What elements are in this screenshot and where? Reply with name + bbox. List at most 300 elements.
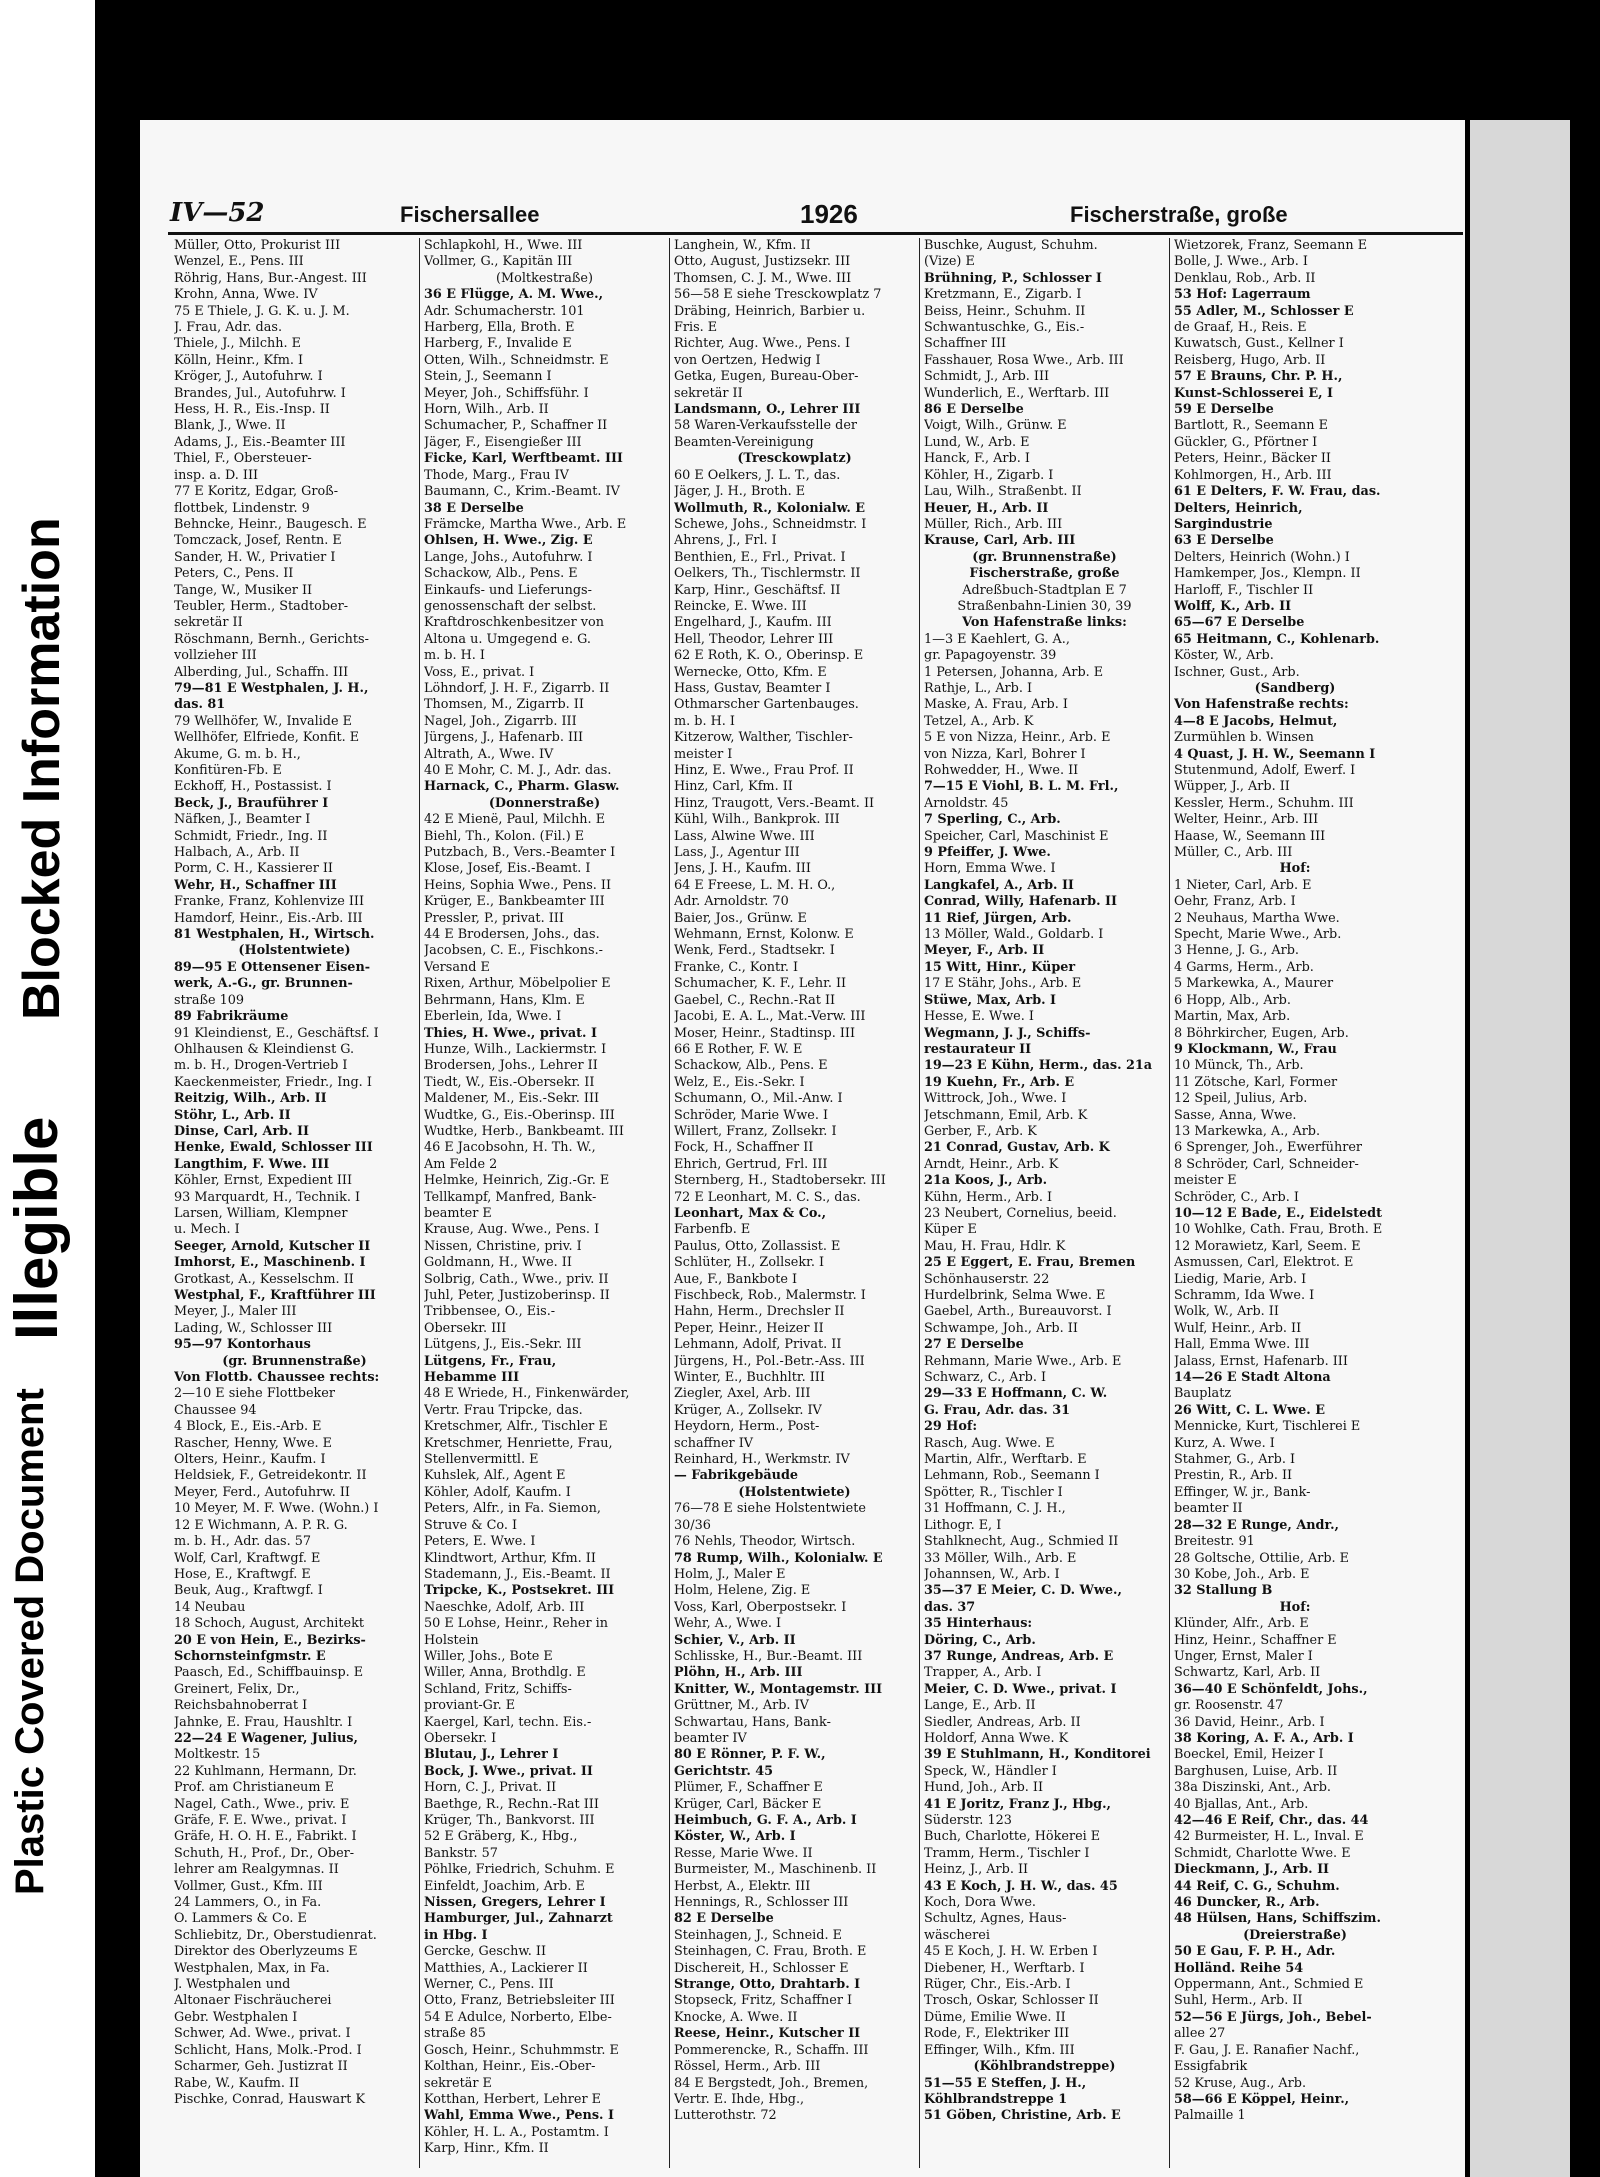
directory-entry: Beiss, Heinr., Schuhm. II xyxy=(924,303,1086,319)
directory-entry: Pressler, P., privat. III xyxy=(424,910,564,926)
directory-entry: Kolthan, Heinr., Eis.-Ober- xyxy=(424,2059,596,2075)
directory-entry: Lehmann, Rob., Seemann I xyxy=(924,1468,1100,1484)
directory-entry: 32 Stallung B xyxy=(1174,1583,1273,1599)
directory-entry: Willer, Anna, Brothdlg. E xyxy=(424,1665,586,1681)
directory-entry: Von Flottb. Chaussee rechts: xyxy=(174,1370,380,1386)
directory-entry: Röhrig, Hans, Bur.-Angest. III xyxy=(174,270,367,286)
directory-entry: Gräfe, H. O. H. E., Fabrikt. I xyxy=(174,1829,357,1845)
directory-entry: Speicher, Carl, Maschinist E xyxy=(924,828,1109,844)
directory-entry: Versand E xyxy=(424,959,490,975)
directory-entry: Getka, Eugen, Bureau-Ober- xyxy=(674,369,859,385)
directory-entry: Reinhard, H., Werkmstr. IV xyxy=(674,1452,850,1468)
directory-entry: Konfitüren-Fb. E xyxy=(174,763,282,778)
directory-entry: Stein, J., Seemann I xyxy=(424,369,552,385)
directory-entry: 30/36 xyxy=(674,1517,711,1533)
directory-entry: 28 Goltsche, Ottilie, Arb. E xyxy=(1174,1550,1349,1566)
directory-entry: 48 E Wriede, H., Finkenwärder, xyxy=(424,1386,630,1402)
directory-entry: Baier, Jos., Grünw. E xyxy=(674,910,807,926)
directory-entry: Goldmann, H., Wwe. II xyxy=(424,1255,572,1271)
directory-entry: Kretschmer, Henriette, Frau, xyxy=(424,1435,613,1451)
directory-entry: 63 E Derselbe xyxy=(1174,533,1274,549)
directory-entry: 8 Schröder, Carl, Schneider- xyxy=(1174,1156,1359,1172)
sidebar xyxy=(0,0,95,2177)
directory-entry: Schuth, H., Prof., Dr., Ober- xyxy=(174,1845,355,1861)
directory-entry: 12 E Wichmann, A. P. R. G. xyxy=(174,1517,348,1533)
directory-entry: Klindtwort, Arthur, Kfm. II xyxy=(424,1550,596,1566)
directory-entry: Hamburger, Jul., Zahnarzt xyxy=(424,1911,613,1927)
directory-entry: 79 Wellhöfer, W., Invalide E xyxy=(174,713,352,729)
directory-entry: Dinse, Carl, Arb. II xyxy=(174,1123,310,1139)
directory-entry: Adr. Arnoldstr. 70 xyxy=(674,894,789,910)
directory-entry: Juhl, Peter, Justizoberinsp. II xyxy=(424,1288,610,1303)
directory-entry: das. 81 xyxy=(174,697,226,713)
directory-entry: Wernecke, Otto, Kfm. E xyxy=(674,664,827,680)
directory-entry: Peters, Heinr., Bäcker II xyxy=(1174,451,1331,467)
directory-entry: Wahl, Emma Wwe., Pens. I xyxy=(424,2108,614,2124)
directory-entry: Lange, E., Arb. II xyxy=(924,1698,1036,1714)
directory-entry: Krüger, E., Bankbeamter III xyxy=(424,894,605,910)
directory-entry: 4 Block, E., Eis.-Arb. E xyxy=(174,1419,322,1435)
directory-entry: Schumacher, P., Schaffner II xyxy=(424,418,608,434)
directory-entry: sekretär II xyxy=(174,615,243,631)
directory-entry: Fasshauer, Rosa Wwe., Arb. III xyxy=(924,352,1124,368)
directory-entry: Kitzerow, Walther, Tischler- xyxy=(674,730,853,746)
year-heading: 1926 xyxy=(800,199,858,229)
directory-entry: Köhlbrandstreppe 1 xyxy=(924,2091,1068,2107)
directory-entry: Hof: xyxy=(1279,1599,1311,1615)
directory-entry: Gerichtstr. 45 xyxy=(674,1763,774,1779)
directory-entry: 93 Marquardt, H., Technik. I xyxy=(174,1189,361,1205)
directory-entry: 57 E Brauns, Chr. P. H., xyxy=(1174,369,1343,385)
directory-entry: 46 Duncker, R., Arb. xyxy=(1174,1895,1320,1911)
directory-entry: Krause, Carl, Arb. III xyxy=(924,533,1076,549)
directory-entry: Köster, W., Arb. I xyxy=(674,1829,796,1845)
directory-entry: Engelhard, J., Kaufm. III xyxy=(674,615,832,631)
directory-entry: Nagel, Cath., Wwe., priv. E xyxy=(174,1796,350,1812)
directory-entry: (Holstentwiete) xyxy=(738,1484,851,1500)
directory-entry: m. b. H., Adr. das. 57 xyxy=(174,1534,312,1550)
directory-entry: 66 E Rother, F. W. E xyxy=(674,1041,803,1057)
directory-entry: G. Frau, Adr. das. 31 xyxy=(924,1402,1071,1418)
directory-entry: Willer, Johs., Bote E xyxy=(424,1648,553,1664)
directory-entry: 8 Böhrkircher, Eugen, Arb. xyxy=(1174,1025,1349,1041)
directory-entry: Diebener, H., Werftarb. I xyxy=(924,1960,1085,1976)
directory-entry: 1—3 E Kaehlert, G. A., xyxy=(924,631,1070,647)
directory-entry: Bauplatz xyxy=(1174,1386,1232,1402)
directory-entry: F. Gau, J. E. Ranafier Nachf., xyxy=(1174,2042,1360,2058)
directory-entry: Schlapkohl, H., Wwe. III xyxy=(424,238,583,253)
directory-entry: Harloff, F., Tischler II xyxy=(1174,582,1314,598)
directory-entry: 52 E Gräberg, K., Hbg., xyxy=(424,1829,578,1845)
directory-entry: Bartlott, R., Seemann E xyxy=(1174,418,1328,434)
directory-entry: Unger, Ernst, Maler I xyxy=(1174,1648,1313,1664)
directory-entry: beamter II xyxy=(1174,1501,1243,1517)
directory-entry: Kühl, Wilh., Bankprok. III xyxy=(674,812,840,828)
directory-entry: Ziegler, Axel, Arb. III xyxy=(674,1386,811,1402)
directory-entry: Obersekr. III xyxy=(424,1320,507,1336)
directory-entry: das. 37 xyxy=(924,1599,976,1615)
directory-entry: Herbst, A., Elektr. III xyxy=(674,1878,811,1894)
directory-entry: Alberding, Jul., Schaffn. III xyxy=(174,664,349,680)
directory-entry: Mau, H. Frau, Hdlr. K xyxy=(924,1238,1066,1254)
directory-entry: Vertr. Frau Tripcke, das. xyxy=(424,1402,583,1418)
directory-entry: Lau, Wilh., Straßenbt. II xyxy=(924,484,1082,500)
directory-entry: Stademann, J., Eis.-Beamt. II xyxy=(424,1566,611,1582)
directory-entry: Dischereit, H., Schlosser E xyxy=(674,1960,849,1976)
directory-entry: Wüpper, J., Arb. II xyxy=(1174,779,1290,795)
directory-entry: 15 Witt, Hinr., Küper xyxy=(924,959,1076,975)
directory-entry: Welter, Heinr., Arb. III xyxy=(1174,812,1319,828)
directory-entry: Ischner, Gust., Arb. xyxy=(1174,664,1300,680)
directory-entry: 89 Fabrikräume xyxy=(174,1009,289,1025)
directory-entry: Kotthan, Herbert, Lehrer E xyxy=(424,2091,601,2107)
directory-entry: Meier, C. D. Wwe., privat. I xyxy=(924,1681,1117,1697)
directory-entry: Oehr, Franz, Arb. I xyxy=(1174,894,1296,910)
directory-entry: Krüger, Th., Bankvorst. III xyxy=(424,1813,595,1828)
directory-entry: 91 Kleindienst, E., Geschäftsf. I xyxy=(174,1025,379,1041)
directory-entry: 6 Sprenger, Joh., Ewerführer xyxy=(1174,1140,1363,1156)
directory-entry: Strange, Otto, Drahtarb. I xyxy=(674,1977,861,1993)
directory-entry: Hall, Emma Wwe. III xyxy=(1174,1337,1310,1353)
directory-entry: J. Frau, Adr. das. xyxy=(174,320,283,336)
directory-entry: 44 Reif, C. G., Schuhm. xyxy=(1174,1878,1340,1894)
directory-entry: Jahnke, E. Frau, Haushltr. I xyxy=(174,1714,353,1730)
directory-entry: 58 Waren-Verkaufsstelle der xyxy=(674,418,858,434)
directory-entry: 65—67 E Derselbe xyxy=(1174,615,1305,631)
directory-entry: Kohlmorgen, H., Arb. III xyxy=(1174,467,1332,483)
directory-entry: Tellkampf, Manfred, Bank- xyxy=(424,1189,597,1205)
directory-entry: (Donnerstraße) xyxy=(488,795,601,811)
directory-entry: Näfken, J., Beamter I xyxy=(174,812,311,828)
directory-entry: Resse, Marie Wwe. II xyxy=(674,1845,813,1861)
directory-entry: Kölln, Heinr., Kfm. I xyxy=(174,352,304,368)
directory-entry: 19 Kuehn, Fr., Arb. E xyxy=(924,1074,1075,1090)
directory-entry: Lütgens, Fr., Frau, xyxy=(424,1353,557,1369)
directory-entry: Behrmann, Hans, Klm. E xyxy=(424,992,585,1008)
directory-entry: 5 E von Nizza, Heinr., Arb. E xyxy=(924,730,1111,746)
directory-entry: 55 Adler, M., Schlosser E xyxy=(1174,303,1354,319)
directory-entry: Wellhöfer, Elfriede, Konfit. E xyxy=(174,730,360,746)
directory-entry: Maldener, M., Eis.-Sekr. III xyxy=(424,1091,600,1107)
directory-entry: 35 Hinterhaus: xyxy=(924,1616,1033,1632)
directory-entry: m. b. H., Drogen-Vertrieb I xyxy=(174,1058,348,1074)
directory-entry: Stöhr, L., Arb. II xyxy=(174,1107,291,1123)
directory-entry: 40 E Mohr, C. M. J., Adr. das. xyxy=(424,763,612,778)
directory-entry: Kühn, Herm., Arb. I xyxy=(924,1189,1053,1205)
directory-entry: 42 Burmeister, H. L., Inval. E xyxy=(1174,1829,1364,1845)
directory-entry: 14 Neubau xyxy=(174,1599,246,1615)
directory-entry: 41 E Joritz, Franz J., Hbg., xyxy=(924,1796,1111,1812)
directory-entry: Schlicht, Hans, Molk.-Prod. I xyxy=(174,2042,362,2058)
directory-entry: Sander, H. W., Privatier I xyxy=(174,549,336,565)
directory-entry: Koch, Dora Wwe. xyxy=(924,1895,1036,1911)
directory-entry: Löhndorf, J. H. F., Zigarrb. II xyxy=(424,680,610,696)
directory-entry: Boeckel, Emil, Heizer I xyxy=(1174,1747,1324,1763)
directory-entry: Lass, Alwine Wwe. III xyxy=(674,828,815,844)
directory-entry: Asmussen, Carl, Elektrot. E xyxy=(1174,1255,1354,1271)
directory-entry: Lehmann, Adolf, Privat. II xyxy=(674,1337,842,1353)
directory-entry: vollzieher III xyxy=(174,648,257,664)
directory-entry: Bolle, J. Wwe., Arb. I xyxy=(1174,254,1308,270)
directory-entry: Schramm, Ida Wwe. I xyxy=(1174,1288,1315,1303)
directory-entry: Döring, C., Arb. xyxy=(924,1632,1036,1648)
directory-entry: Harnack, C., Pharm. Glasw. xyxy=(424,779,620,795)
directory-entry: Kunst-Schlosserei E, I xyxy=(1174,385,1334,401)
directory-entry: 95—97 Kontorhaus xyxy=(174,1337,311,1353)
directory-entry: 56—58 E siehe Tresckowplatz 7 xyxy=(674,287,882,303)
directory-entry: straße 109 xyxy=(174,992,245,1008)
directory-entry: de Graaf, H., Reis. E xyxy=(1174,320,1307,336)
directory-entry: Meyer, F., Arb. II xyxy=(924,943,1045,959)
directory-entry: Schornsteinfgmstr. E xyxy=(174,1648,326,1664)
directory-entry: Küper E xyxy=(924,1222,977,1238)
directory-entry: 45 E Koch, J. H. W. Erben I xyxy=(924,1944,1098,1960)
directory-entry: werk, A.-G., gr. Brunnen- xyxy=(174,976,353,992)
directory-entry: Naeschke, Adolf, Arb. III xyxy=(424,1599,585,1615)
directory-entry: 27 E Derselbe xyxy=(924,1337,1024,1353)
directory-entry: Einkaufs- und Lieferungs- xyxy=(424,582,592,598)
directory-entry: Ficke, Karl, Werftbeamt. III xyxy=(424,451,623,467)
directory-entry: Breitestr. 91 xyxy=(1174,1534,1255,1550)
directory-entry: Barghusen, Luise, Arb. II xyxy=(1174,1763,1338,1779)
directory-entry: Rathje, L., Arb. I xyxy=(924,680,1033,696)
directory-entry: Westphal, F., Kraftführer III xyxy=(174,1288,376,1303)
directory-entry: Blank, J., Wwe. II xyxy=(174,418,286,434)
directory-entry: Hof: xyxy=(1279,861,1311,877)
directory-entry: Johannsen, W., Arb. I xyxy=(924,1566,1060,1582)
directory-entry: Dieckmann, J., Arb. II xyxy=(1174,1862,1330,1878)
directory-entry: flottbek, Lindenstr. 9 xyxy=(174,500,310,516)
directory-entry: Wittrock, Joh., Wwe. I xyxy=(924,1091,1067,1107)
directory-entry: Wollmuth, R., Kolonialw. E xyxy=(674,500,866,516)
directory-entry: Struve & Co. I xyxy=(424,1517,518,1533)
directory-entry: Steinhagen, J., Schneid. E xyxy=(674,1927,842,1943)
directory-entry: 7—15 E Viohl, B. L. M. Frl., xyxy=(924,779,1119,795)
directory-entry: (Holstentwiete) xyxy=(238,943,351,959)
directory-entry: Hebamme III xyxy=(424,1370,520,1386)
directory-entry: Kretzmann, E., Zigarb. I xyxy=(924,287,1082,303)
directory-entry: Köhler, H. L. A., Postamtm. I xyxy=(424,2124,609,2140)
directory-entry: 77 E Koritz, Edgar, Groß- xyxy=(174,484,339,500)
directory-entry: Franke, Franz, Kohlenvize III xyxy=(174,894,365,910)
directory-entry: 1 Nieter, Carl, Arb. E xyxy=(1174,877,1312,893)
directory-entry: Stahmer, G., Arb. I xyxy=(1174,1452,1296,1468)
directory-entry: 51—55 E Steffen, J. H., xyxy=(924,2075,1087,2091)
directory-entry: Hunze, Wilh., Lackiermstr. I xyxy=(424,1041,607,1057)
directory-entry: Kuwatsch, Gust., Kellner I xyxy=(1174,336,1344,352)
directory-entry: Prestin, R., Arb. II xyxy=(1174,1468,1293,1484)
directory-entry: Seeger, Arnold, Kutscher II xyxy=(174,1238,371,1254)
directory-entry: Imhorst, E., Maschinenb. I xyxy=(174,1255,366,1271)
directory-entry: 35—37 E Meier, C. D. Wwe., xyxy=(924,1583,1122,1599)
directory-entry: Eckhoff, H., Postassist. I xyxy=(174,779,332,795)
directory-entry: Schwer, Ad. Wwe., privat. I xyxy=(174,2026,351,2042)
directory-entry: Hinz, Carl, Kfm. II xyxy=(674,779,793,795)
directory-entry: Franke, C., Kontr. I xyxy=(674,959,799,975)
directory-entry: Fischbeck, Rob., Malermstr. I xyxy=(674,1288,866,1303)
directory-entry: Brandes, Jul., Autofuhrw. I xyxy=(174,385,346,401)
directory-entry: Richter, Aug. Wwe., Pens. I xyxy=(674,336,851,352)
directory-entry: Burmeister, M., Maschinenb. II xyxy=(674,1862,877,1878)
directory-entry: Jetschmann, Emil, Arb. K xyxy=(924,1107,1088,1123)
directory-entry: Nagel, Joh., Zigarrb. III xyxy=(424,713,577,729)
directory-entry: Lithogr. E, I xyxy=(924,1517,1002,1533)
directory-entry: m. b. H. I xyxy=(674,713,735,729)
directory-entry: schaffner IV xyxy=(674,1435,753,1451)
directory-entry: Röschmann, Bernh., Gerichts- xyxy=(174,631,369,647)
plastic-covered-label: Plastic Covered Document xyxy=(8,1388,52,1895)
directory-entry: Peper, Heinr., Heizer II xyxy=(674,1320,824,1336)
directory-entry: Specht, Marie Wwe., Arb. xyxy=(1174,927,1342,943)
directory-entry: 42 E Mienë, Paul, Milchh. E xyxy=(424,812,606,828)
directory-entry: Jalass, Ernst, Hafenarb. III xyxy=(1174,1353,1348,1369)
directory-entry: Hamdorf, Heinr., Eis.-Arb. III xyxy=(174,910,363,926)
directory-entry: Krüger, A., Zollsekr. IV xyxy=(674,1402,822,1418)
directory-entry: Beuk, Aug., Kraftwgf. I xyxy=(174,1583,323,1599)
directory-entry: Hanck, F., Arb. I xyxy=(924,451,1030,467)
directory-entry: Rössel, Herm., Arb. III xyxy=(674,2059,821,2075)
directory-entry: Hinz, E. Wwe., Frau Prof. II xyxy=(674,763,854,778)
directory-entry: Blutau, J., Lehrer I xyxy=(424,1747,559,1763)
directory-entry: Düme, Emilie Wwe. II xyxy=(924,2009,1066,2025)
directory-entry: Gerber, F., Arb. K xyxy=(924,1123,1037,1139)
directory-entry: Sternberg, H., Stadtobersekr. III xyxy=(674,1173,886,1189)
directory-entry: 11 Rief, Jürgen, Arb. xyxy=(924,910,1072,926)
directory-entry: Willert, Franz, Zollsekr. I xyxy=(674,1123,837,1139)
directory-entry: (Dreierstraße) xyxy=(1243,1927,1347,1943)
directory-entry: 58—66 E Köppel, Heinr., xyxy=(1174,2091,1350,2107)
directory-entry: Kraftdroschkenbesitzer von xyxy=(424,615,604,631)
directory-entry: 64 E Freese, L. M. H. O., xyxy=(674,877,836,893)
directory-entry: Gräfe, F. E. Wwe., privat. I xyxy=(174,1813,347,1828)
directory-entry: Holländ. Reihe 54 xyxy=(1174,1960,1304,1976)
directory-entry: Heimbuch, G. F. A., Arb. I xyxy=(674,1813,857,1828)
directory-entry: 81 Westphalen, H., Wirtsch. xyxy=(174,927,375,943)
directory-entry: Schier, V., Arb. II xyxy=(674,1632,796,1648)
directory-entry: Plümer, F., Schaffner E xyxy=(674,1780,823,1796)
directory-entry: 54 E Adulce, Norberto, Elbe- xyxy=(424,2009,612,2025)
directory-entry: Jürgens, H., Pol.-Betr.-Ass. III xyxy=(674,1353,865,1369)
directory-entry: 10—12 E Bade, E., Eidelstedt xyxy=(1174,1205,1382,1221)
directory-entry: Stahlknecht, Aug., Schmied II xyxy=(924,1534,1119,1550)
directory-entry: Thiele, J., Milchh. E xyxy=(174,336,302,352)
directory-entry: Porm, C. H., Kassierer II xyxy=(174,861,333,877)
directory-entry: Am Felde 2 xyxy=(424,1156,498,1172)
directory-entry: Sasse, Anna, Wwe. xyxy=(1174,1107,1297,1123)
directory-entry: Heldsiek, F., Getreidekontr. II xyxy=(174,1468,367,1484)
directory-entry: (Moltkestraße) xyxy=(496,270,593,286)
directory-entry: Martin, Max, Arb. xyxy=(1174,1009,1291,1025)
directory-entry: Köhler, H., Zigarb. I xyxy=(924,467,1054,483)
directory-entry: Effinger, Wilh., Kfm. III xyxy=(924,2042,1075,2058)
directory-entry: Süderstr. 123 xyxy=(924,1813,1012,1828)
directory-entry: 12 Speil, Julius, Arb. xyxy=(1174,1091,1308,1107)
directory-entry: Jens, J. H., Kaufm. III xyxy=(674,861,811,877)
directory-entry: 29—33 E Hoffmann, C. W. xyxy=(924,1386,1108,1402)
directory-entry: in Hbg. I xyxy=(424,1927,488,1943)
directory-entry: Schackow, Alb., Pens. E xyxy=(674,1058,828,1074)
directory-entry: Rascher, Henny, Wwe. E xyxy=(174,1435,332,1451)
directory-entry: Wegmann, J. J., Schiffs- xyxy=(924,1025,1091,1041)
directory-entry: Straßenbahn-Linien 30, 39 xyxy=(957,598,1132,614)
directory-entry: Ehrich, Gertrud, Frl. III xyxy=(674,1156,828,1172)
directory-entry: 61 E Delters, F. W. Frau, das. xyxy=(1174,484,1381,500)
directory-entry: 38 Koring, A. F. A., Arb. I xyxy=(1174,1730,1354,1746)
directory-columns xyxy=(170,238,1462,2168)
directory-entry: Siedler, Andreas, Arb. II xyxy=(924,1714,1081,1730)
directory-entry: Müller, Otto, Prokurist III xyxy=(174,238,341,253)
directory-entry: (gr. Brunnenstraße) xyxy=(222,1353,367,1369)
directory-entry: 48 Hülsen, Hans, Schiffszim. xyxy=(1174,1911,1381,1927)
directory-entry: 3 Henne, J. G., Arb. xyxy=(1174,943,1299,959)
directory-entry: 11 Zötsche, Karl, Former xyxy=(1174,1074,1338,1090)
directory-entry: Meyer, Joh., Schiffsführ. I xyxy=(424,385,589,401)
directory-entry: Schwartz, Karl, Arb. II xyxy=(1174,1665,1321,1681)
directory-entry: von Oertzen, Hedwig I xyxy=(674,352,821,368)
directory-entry: Wehr, H., Schaffner III xyxy=(174,877,337,893)
directory-entry: Peters, Alfr., in Fa. Siemon, xyxy=(424,1501,601,1517)
directory-entry: Hinz, Traugott, Vers.-Beamt. II xyxy=(674,795,875,811)
directory-entry: Matthies, A., Lackierer II xyxy=(424,1960,588,1976)
directory-entry: Fischerstraße, große xyxy=(969,566,1120,582)
directory-entry: 21 Conrad, Gustav, Arb. K xyxy=(924,1140,1110,1156)
column-2 xyxy=(420,238,670,2168)
directory-entry: Langkafel, A., Arb. II xyxy=(924,877,1074,893)
directory-entry: Hess, H. R., Eis.-Insp. II xyxy=(174,402,330,418)
directory-entry: Adreßbuch-Stadtplan E 7 xyxy=(962,582,1127,598)
page-header xyxy=(170,190,1460,230)
directory-entry: Schmidt, Charlotte Wwe. E xyxy=(1174,1845,1351,1861)
directory-entry: Wolk, W., Arb. II xyxy=(1174,1304,1279,1320)
directory-entry: 21a Koos, J., Arb. xyxy=(924,1173,1048,1189)
directory-entry: beamter IV xyxy=(674,1730,747,1746)
directory-entry: Schwantuschke, G., Eis.- xyxy=(924,320,1085,336)
directory-entry: 76 Nehls, Theodor, Wirtsch. xyxy=(674,1534,856,1550)
directory-entry: Jacobi, E. A. L., Mat.-Verw. III xyxy=(674,1009,866,1025)
directory-entry: 43 E Koch, J. H. W., das. 45 xyxy=(924,1878,1118,1894)
directory-entry: Greinert, Felix, Dr., xyxy=(174,1681,300,1697)
directory-entry: Effinger, W. jr., Bank- xyxy=(1174,1484,1311,1500)
directory-entry: Bankstr. 57 xyxy=(424,1845,498,1861)
directory-entry: Plöhn, H., Arb. III xyxy=(674,1665,803,1681)
directory-entry: Leonhart, Max & Co., xyxy=(674,1205,827,1221)
directory-entry: Adams, J., Eis.-Beamter III xyxy=(174,434,346,450)
directory-entry: Tribbensee, O., Eis.- xyxy=(424,1304,556,1320)
directory-entry: Krohn, Anna, Wwe. IV xyxy=(174,287,318,303)
directory-entry: Knocke, A. Wwe. II xyxy=(674,2009,798,2025)
directory-entry: Wietzorek, Franz, Seemann E xyxy=(1174,238,1368,253)
directory-entry: Tripcke, K., Postsekret. III xyxy=(424,1583,615,1599)
directory-entry: 4 Quast, J. H. W., Seemann I xyxy=(1174,746,1376,762)
directory-entry: Altona u. Umgegend e. G. xyxy=(424,631,591,647)
directory-entry: Krüger, Carl, Bäcker E xyxy=(674,1796,822,1812)
directory-entry: Wehr, A., Wwe. I xyxy=(674,1616,782,1632)
directory-entry: Hennings, R., Schlosser III xyxy=(674,1895,849,1911)
directory-entry: (Vize) E xyxy=(924,254,975,270)
directory-entry: Lütgens, J., Eis.-Sekr. III xyxy=(424,1337,582,1353)
directory-entry: Tramm, Herm., Tischler I xyxy=(924,1845,1090,1861)
header-rule xyxy=(168,232,1463,235)
directory-entry: 17 E Stähr, Johs., Arb. E xyxy=(924,976,1082,992)
directory-entry: Vollmer, G., Kapitän III xyxy=(424,254,573,270)
directory-entry: Schwarz, C., Arb. I xyxy=(924,1370,1047,1386)
directory-entry: Müller, C., Arb. III xyxy=(1174,845,1293,861)
directory-entry: Delters, Heinrich, xyxy=(1174,500,1303,516)
directory-entry: 38a Diszinski, Ant., Arb. xyxy=(1174,1780,1331,1796)
directory-entry: Jürgens, J., Hafenarb. III xyxy=(424,730,584,746)
directory-entry: 29 Hof: xyxy=(924,1419,978,1435)
directory-entry: Thomsen, C. J. M., Wwe. III xyxy=(674,270,852,286)
